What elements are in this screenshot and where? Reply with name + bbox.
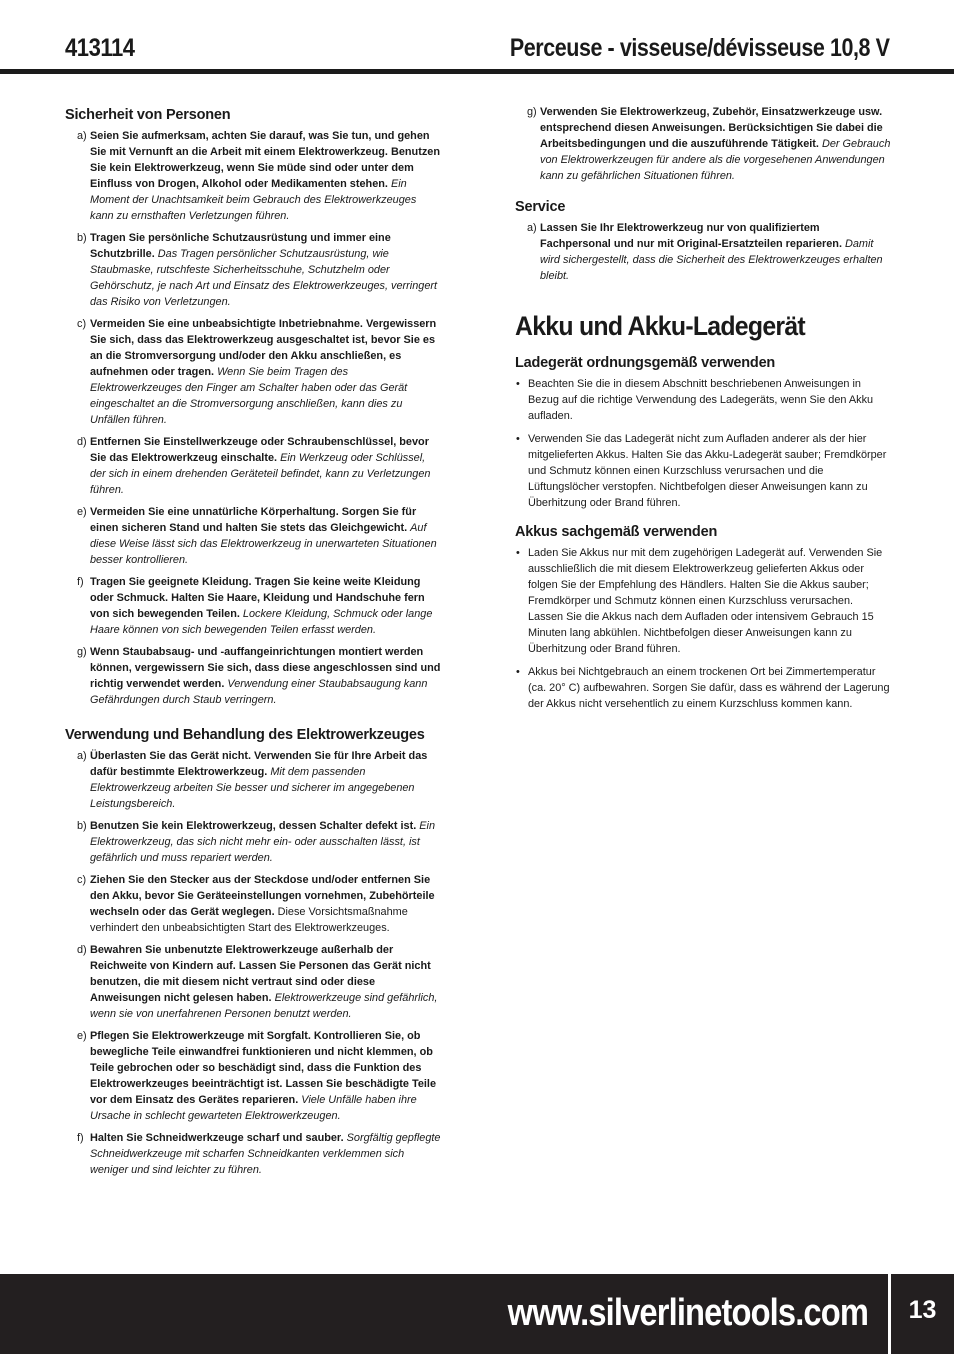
item-bold-text: Benutzen Sie kein Elektrowerkzeug, dessen Schalter defekt ist. <box>90 820 417 832</box>
list-item <box>65 504 441 568</box>
list-item <box>65 644 441 708</box>
item-italic-text: Elektrowerkzeuge sind gefährlich, wenn sie von unerfahrenen Personen benutzt werden. <box>90 992 438 1020</box>
item-bold-text: Wenn Staubabsaug- und -auffangeinrichtungen montiert werden können, vergewissern Sie sich, dass diese angeschlossen sind und richtig verwendet werden. <box>90 646 441 690</box>
section-heading: Verwendung und Behandlung des Elektrowerkzeuges <box>65 727 425 743</box>
item-bold-text: Lassen Sie Ihr Elektrowerkzeug nur von qualifiziertem Fachpersonal und nur mit Original-Ersatzteilen reparieren. <box>540 222 842 250</box>
item-list <box>515 220 891 284</box>
right-column <box>515 104 891 719</box>
list-item <box>65 1130 441 1178</box>
section-heading: Sicherheit von Personen <box>65 107 231 123</box>
bullet-text: Akkus bei Nichtgebrauch an einem trockenen Ort bei Zimmertemperatur (ca. 20° C) aufbewahren. Sorgen Sie dafür, dass es während der Lagerung der Akkus nicht versehentlich zu einem Kurzschluss kommen kann. <box>528 666 890 710</box>
item-italic-text: Auf diese Weise lässt sich das Elektrowerkzeug in unerwarteten Situationen besser kontrollieren. <box>90 522 437 566</box>
bullet-item <box>515 545 891 657</box>
bullet-list <box>515 545 891 712</box>
bullet-item <box>515 431 891 511</box>
bullet-text: Laden Sie Akkus nur mit dem zugehörigen Ladegerät auf. Verwenden Sie ausschließlich die mit diesem Elektrowerkzeug gelieferten Akkus oder folgen Sie der Empfehlung des Händlers. Halten Sie die Akkus sauber; Fremdkörper und Schmutz können einen Kurzschluss verursachen. Lassen Sie die Akkus nach dem Aufladen oder intensivem Gebrauch 15 Minuten lang abkühlen. Nichtbefolgen dieser Anweisungen kann zu Überhitzung oder Brand führen. <box>528 547 883 655</box>
left-column <box>65 104 441 1184</box>
page-footer <box>0 1274 954 1354</box>
item-bold-text: Verwenden Sie Elektrowerkzeug, Zubehör, Einsatzwerkzeuge usw. entsprechend diesen Anweisungen. Berücksichtigen Sie dabei die Arbeitsbedingungen und die auszuführende Tätigkeit. <box>540 106 883 150</box>
section-heading: Service <box>515 199 566 215</box>
bullet-text: Beachten Sie die in diesem Abschnitt beschriebenen Anweisungen in Bezug auf die richtige Verwendung des Ladegeräts, wenn Sie den Akku aufladen. <box>528 378 874 422</box>
item-label: g) <box>527 106 537 118</box>
section-heading: Akkus sachgemäß verwenden <box>515 524 718 540</box>
page-header <box>0 0 954 76</box>
website-link[interactable]: www.silverlinetools.com <box>507 1292 868 1334</box>
item-label: c) <box>77 318 87 330</box>
product-title: Perceuse - visseuse/dévisseuse 10,8 V <box>510 34 890 62</box>
item-bold-text: Halten Sie Schneidwerkzeuge scharf und sauber. <box>90 1132 344 1144</box>
item-italic-text: Viele Unfälle haben ihre Ursache in schlecht gewarteten Elektrowerkzeugen. <box>90 1094 417 1122</box>
list-item <box>515 220 891 284</box>
list-item <box>65 316 441 428</box>
bullet-icon: • <box>516 433 520 445</box>
item-bold-text: Vermeiden Sie eine unbeabsichtigte Inbetriebnahme. Vergewissern Sie sich, dass das Elektrowerkzeug ausgeschaltet ist, bevor Sie es an die Stromversorgung und/oder den Akku anschließen, es aufnehmen oder tragen. <box>90 318 437 378</box>
section-heading: Ladegerät ordnungsgemäß verwenden <box>515 355 776 371</box>
list-item <box>65 1028 441 1124</box>
item-list <box>515 104 891 184</box>
list-item <box>65 818 441 866</box>
list-item <box>65 872 441 936</box>
item-italic-text: Der Gebrauch von Elektrowerkzeugen für andere als die vorgesehenen Anwendungen kann zu gefährlichen Situationen führen. <box>540 138 891 182</box>
item-bold-text: Seien Sie aufmerksam, achten Sie darauf, was Sie tun, und gehen Sie mit Vernunft an die Arbeit mit einem Elektrowerkzeug. Benutzen Sie kein Elektrowerkzeug, wenn Sie müde sind oder unter dem Einfluss von Drogen, Alkohol oder Medikamenten stehen. <box>90 130 440 190</box>
model-number: 413114 <box>65 34 135 62</box>
bullet-text: Verwenden Sie das Ladegerät nicht zum Aufladen anderer als der hier mitgelieferten Akkus. Halten Sie das Akku-Ladegerät sauber; Fremdkörper und Schmutz können einen Kurzschluss verursachen und die Lüftungslöcher verstopfen. Nichtbefolgen dieser Anweisungen kann zu Überhitzung oder Brand führen. <box>528 433 887 509</box>
item-bold-text: Tragen Sie geeignete Kleidung. Tragen Sie keine weite Kleidung oder Schmuck. Halten Sie Haare, Kleidung und Handschuhe fern von sich bewegenden Teilen. <box>90 576 425 620</box>
item-label: a) <box>77 130 87 142</box>
list-item <box>65 128 441 224</box>
item-label: d) <box>77 436 87 448</box>
item-label: f) <box>77 576 84 588</box>
item-bold-text: Tragen Sie persönliche Schutzausrüstung und immer eine Schutzbrille. <box>90 232 391 260</box>
item-italic-text: Mit dem passenden Elektrowerkzeug arbeiten Sie besser und sicherer im angegebenen Leistungsbereich. <box>90 766 415 810</box>
item-italic-text: Ein Elektrowerkzeug, das sich nicht mehr ein- oder ausschalten lässt, ist gefährlich und muss repariert werden. <box>90 820 436 864</box>
item-italic-text: Das Tragen persönlicher Schutzausrüstung, wie Staubmaske, rutschfeste Sicherheitsschuhe, Schutzhelm oder Gehörschutz, je nach Art und Einsatz des Elektrowerkzeuges, verringert das Risiko von Verletzungen. <box>90 248 438 308</box>
page-number: 13 <box>908 1296 937 1324</box>
item-bold-text: Überlasten Sie das Gerät nicht. Verwenden Sie für Ihre Arbeit das dafür bestimmte Elektrowerkzeug. <box>90 750 428 778</box>
section-service <box>515 196 891 284</box>
bullet-item <box>515 376 891 424</box>
item-bold-text: Vermeiden Sie eine unnatürliche Körperhaltung. Sorgen Sie für einen sicheren Stand und halten Sie stets das Gleichgewicht. <box>90 506 417 534</box>
item-list <box>65 128 441 708</box>
section-battery <box>515 521 891 712</box>
item-italic-text: Damit wird sichergestellt, dass die Sicherheit des Elektrowerkzeuges erhalten bleibt. <box>540 238 883 282</box>
list-item <box>65 748 441 812</box>
bullet-icon: • <box>516 378 520 390</box>
list-item <box>65 942 441 1022</box>
item-bold-text: Ziehen Sie den Stecker aus der Steckdose und/oder entfernen Sie den Akku, bevor Sie Geräteeinstellungen vornehmen, Zubehörteile wechseln oder das Gerät weglegen. <box>90 874 435 918</box>
bullet-list <box>515 376 891 511</box>
item-label: a) <box>77 750 87 762</box>
bullet-icon: • <box>516 547 520 559</box>
list-item <box>65 574 441 638</box>
item-bold-text: Pflegen Sie Elektrowerkzeuge mit Sorgfalt. Kontrollieren Sie, ob bewegliche Teile einwandfrei funktionieren und nicht klemmen, ob Teile gebrochen oder so beschädigt sind, dass die Funktion des Elektrowerkzeuges beeinträchtigt ist. Lassen Sie beschädigte Teile vor dem Einsatz des Gerätes reparieren. <box>90 1030 436 1106</box>
item-italic-text: Ein Moment der Unachtsamkeit beim Gebrauch des Elektrowerkzeuges kann zu ernsthaften Verletzungen führen. <box>90 178 417 222</box>
item-label: f) <box>77 1132 84 1144</box>
item-label: c) <box>77 874 87 886</box>
item-italic-text: Ein Werkzeug oder Schlüssel, der sich in einem drehenden Geräteteil befindet, kann zu Verletzungen führen. <box>90 452 431 496</box>
chapter-heading: Akku und Akku-Ladegerät <box>515 311 805 341</box>
item-italic-text: Sorgfältig gepflegte Schneidwerkzeuge mit scharfen Schneidkanten verklemmen sich weniger und sind leichter zu führen. <box>90 1132 441 1176</box>
item-label: g) <box>77 646 87 658</box>
item-bold-text: Bewahren Sie unbenutzte Elektrowerkzeuge außerhalb der Reichweite von Kindern auf. Lassen Sie Personen das Gerät nicht benutzen, die mit diesem nicht vertraut sind oder diese Anweisungen nicht gelesen haben. <box>90 944 431 1004</box>
list-item <box>515 104 891 184</box>
item-italic-text: Wenn Sie beim Tragen des Elektrowerkzeuges den Finger am Schalter haben oder das Gerät eingeschaltet an die Stromversorgung anschließen, kann dies zu Unfällen führen. <box>90 366 408 426</box>
section-charger <box>515 352 891 511</box>
item-plain-text: Diese Vorsichtsmaßnahme verhindert den unbeabsichtigten Start des Elektrowerkzeuges. <box>90 906 408 934</box>
section-tool-use <box>65 724 441 1178</box>
item-list <box>65 748 441 1178</box>
bullet-item <box>515 664 891 712</box>
item-label: e) <box>77 1030 87 1042</box>
item-bold-text: Entfernen Sie Einstellwerkzeuge oder Schraubenschlüssel, bevor Sie das Elektrowerkzeug einschalte. <box>90 436 429 464</box>
item-label: a) <box>527 222 537 234</box>
list-item <box>65 230 441 310</box>
list-item <box>65 434 441 498</box>
header-rule <box>0 69 954 74</box>
section-personal-safety <box>65 104 441 708</box>
item-italic-text: Lockere Kleidung, Schmuck oder lange Haare können von sich bewegenden Teilen erfasst werden. <box>90 608 433 636</box>
item-italic-text: Verwendung einer Staubabsaugung kann Gefährdungen durch Staub verringern. <box>90 678 428 706</box>
item-label: d) <box>77 944 87 956</box>
item-label: b) <box>77 820 87 832</box>
bullet-icon: • <box>516 666 520 678</box>
item-label: b) <box>77 232 87 244</box>
item-label: e) <box>77 506 87 518</box>
